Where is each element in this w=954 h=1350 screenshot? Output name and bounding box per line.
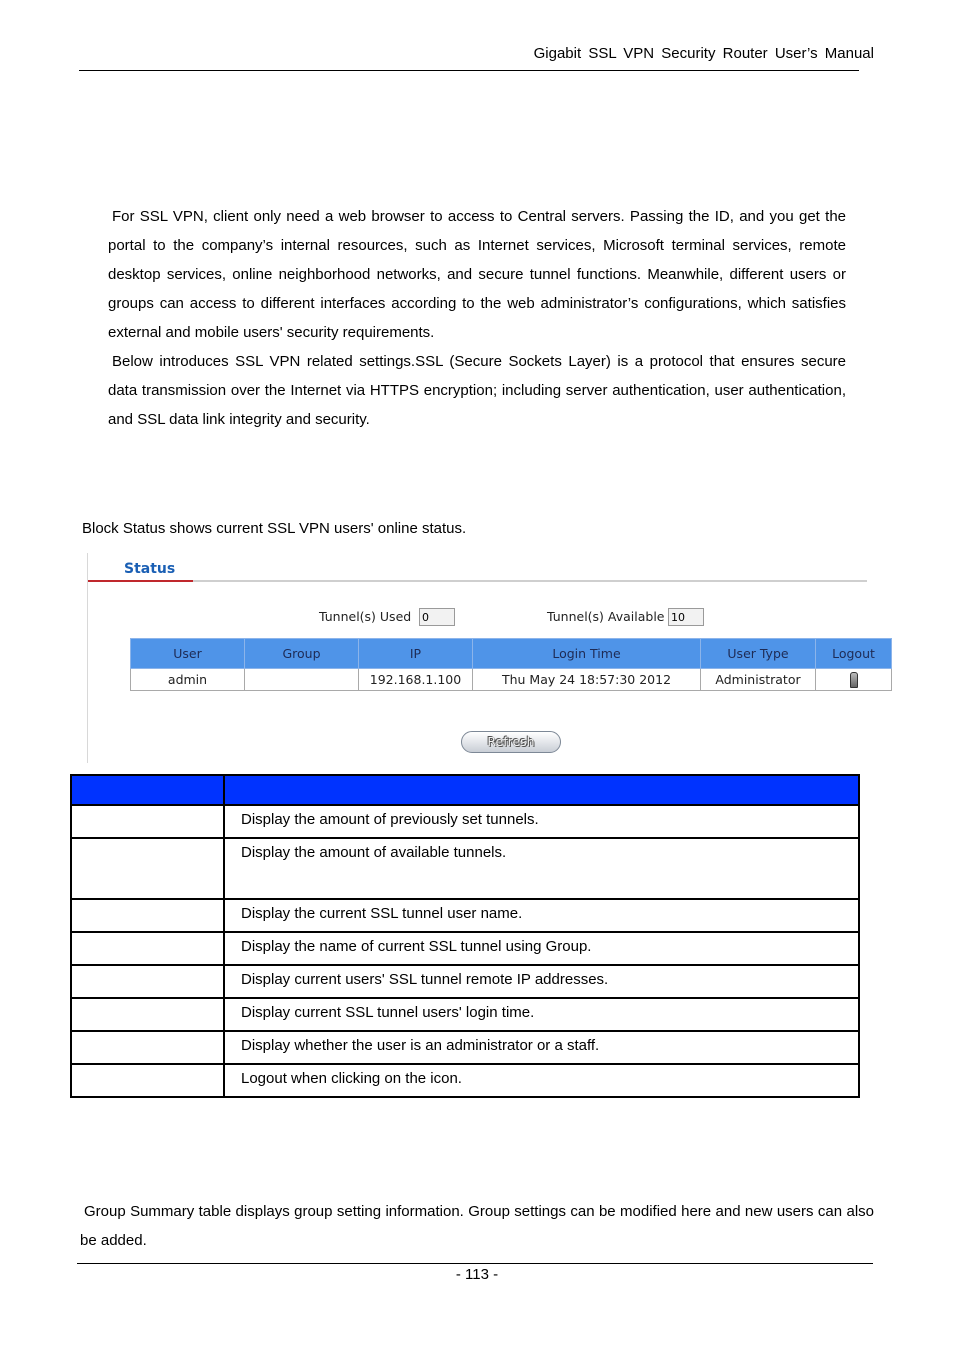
desc-text-cell: Display the current SSL tunnel user name. [224, 899, 859, 932]
tunnels-used-label: Tunnel(s) Used [319, 609, 412, 624]
header-divider [79, 70, 859, 71]
desc-text-cell: Display the amount of available tunnels. [224, 838, 859, 899]
cell-user: admin [131, 669, 245, 691]
desc-name-cell [71, 899, 224, 932]
desc-name-cell [71, 1031, 224, 1064]
cell-logout [816, 669, 892, 691]
status-tab[interactable]: Status [124, 561, 176, 577]
desc-text-cell: Display current SSL tunnel users' login time. [224, 998, 859, 1031]
desc-name-cell [71, 805, 224, 838]
refresh-button[interactable]: Refresh [461, 731, 561, 753]
cell-group [245, 669, 359, 691]
table-row [71, 932, 859, 965]
intro-section [108, 202, 846, 434]
cell-ip: 192.168.1.100 [359, 669, 473, 691]
group-intro-text: Group Summary table displays group setting information. Group settings can be modified here and new users can also be added. [80, 1203, 874, 1249]
column-user-type: User Type [701, 639, 816, 669]
cell-login-time: Thu May 24 18:57:30 2012 [473, 669, 701, 691]
table-row [71, 838, 859, 899]
desc-text-cell: Display the amount of previously set tunnels. [224, 805, 859, 838]
desc-name-cell [71, 932, 224, 965]
desc-text-cell: Logout when clicking on the icon. [224, 1064, 859, 1097]
status-divider [193, 580, 867, 582]
desc-name-cell [71, 998, 224, 1031]
desc-text-cell: Display the name of current SSL tunnel using Group. [224, 932, 859, 965]
column-group: Group [245, 639, 359, 669]
status-intro-text: Block Status shows current SSL VPN users' online status. [82, 520, 467, 537]
desc-name-cell [71, 838, 224, 899]
column-ip: IP [359, 639, 473, 669]
panel-border [87, 553, 88, 763]
column-user: User [131, 639, 245, 669]
table-row [131, 669, 892, 691]
desc-text-cell: Display whether the user is an administrator or a staff. [224, 1031, 859, 1064]
cell-user-type: Administrator [701, 669, 816, 691]
footer-divider [77, 1263, 873, 1264]
status-table-header [131, 639, 892, 669]
desc-text-cell: Display current users' SSL tunnel remote IP addresses. [224, 965, 859, 998]
desc-header-cell-1 [71, 775, 224, 805]
group-intro-section [80, 1197, 874, 1255]
manual-title: Gigabit SSL VPN Security Router User’s Manual [533, 45, 874, 62]
status-tab-underline [88, 580, 193, 582]
status-screenshot [87, 553, 893, 763]
table-row [71, 998, 859, 1031]
tunnels-available-field: 10 [668, 608, 704, 626]
desc-name-cell [71, 965, 224, 998]
table-row [71, 899, 859, 932]
table-row [71, 1064, 859, 1097]
table-row [71, 805, 859, 838]
status-table [130, 638, 892, 691]
page-number: - 113 - [455, 1266, 499, 1283]
table-row [71, 1031, 859, 1064]
desc-name-cell [71, 1064, 224, 1097]
parameter-description-table [70, 774, 860, 1098]
tunnels-used-field: 0 [419, 608, 455, 626]
intro-paragraph-1: For SSL VPN, client only need a web browser to access to Central servers. Passing the ID, and you get the portal to the company’s internal resources, such as Internet services, Microsoft terminal services, remote desktop services, online neighborhood networks, and secure tunnel functions. Meanwhile, different users or groups can access to different interfaces according to the web administrator’s configurations, which satisfies external and mobile users' security requirements. [108, 208, 846, 341]
tunnels-available-label: Tunnel(s) Available [547, 609, 665, 624]
desc-header-cell-2 [224, 775, 859, 805]
logout-icon[interactable] [850, 672, 858, 688]
table-row [71, 965, 859, 998]
desc-table-header [71, 775, 859, 805]
column-login-time: Login Time [473, 639, 701, 669]
column-logout: Logout [816, 639, 892, 669]
intro-paragraph-2: Below introduces SSL VPN related settings.SSL (Secure Sockets Layer) is a protocol that ensures secure data transmission over the Internet via HTTPS encryption; including server authentication, user authentication, and SSL data link integrity and security. [108, 353, 846, 428]
